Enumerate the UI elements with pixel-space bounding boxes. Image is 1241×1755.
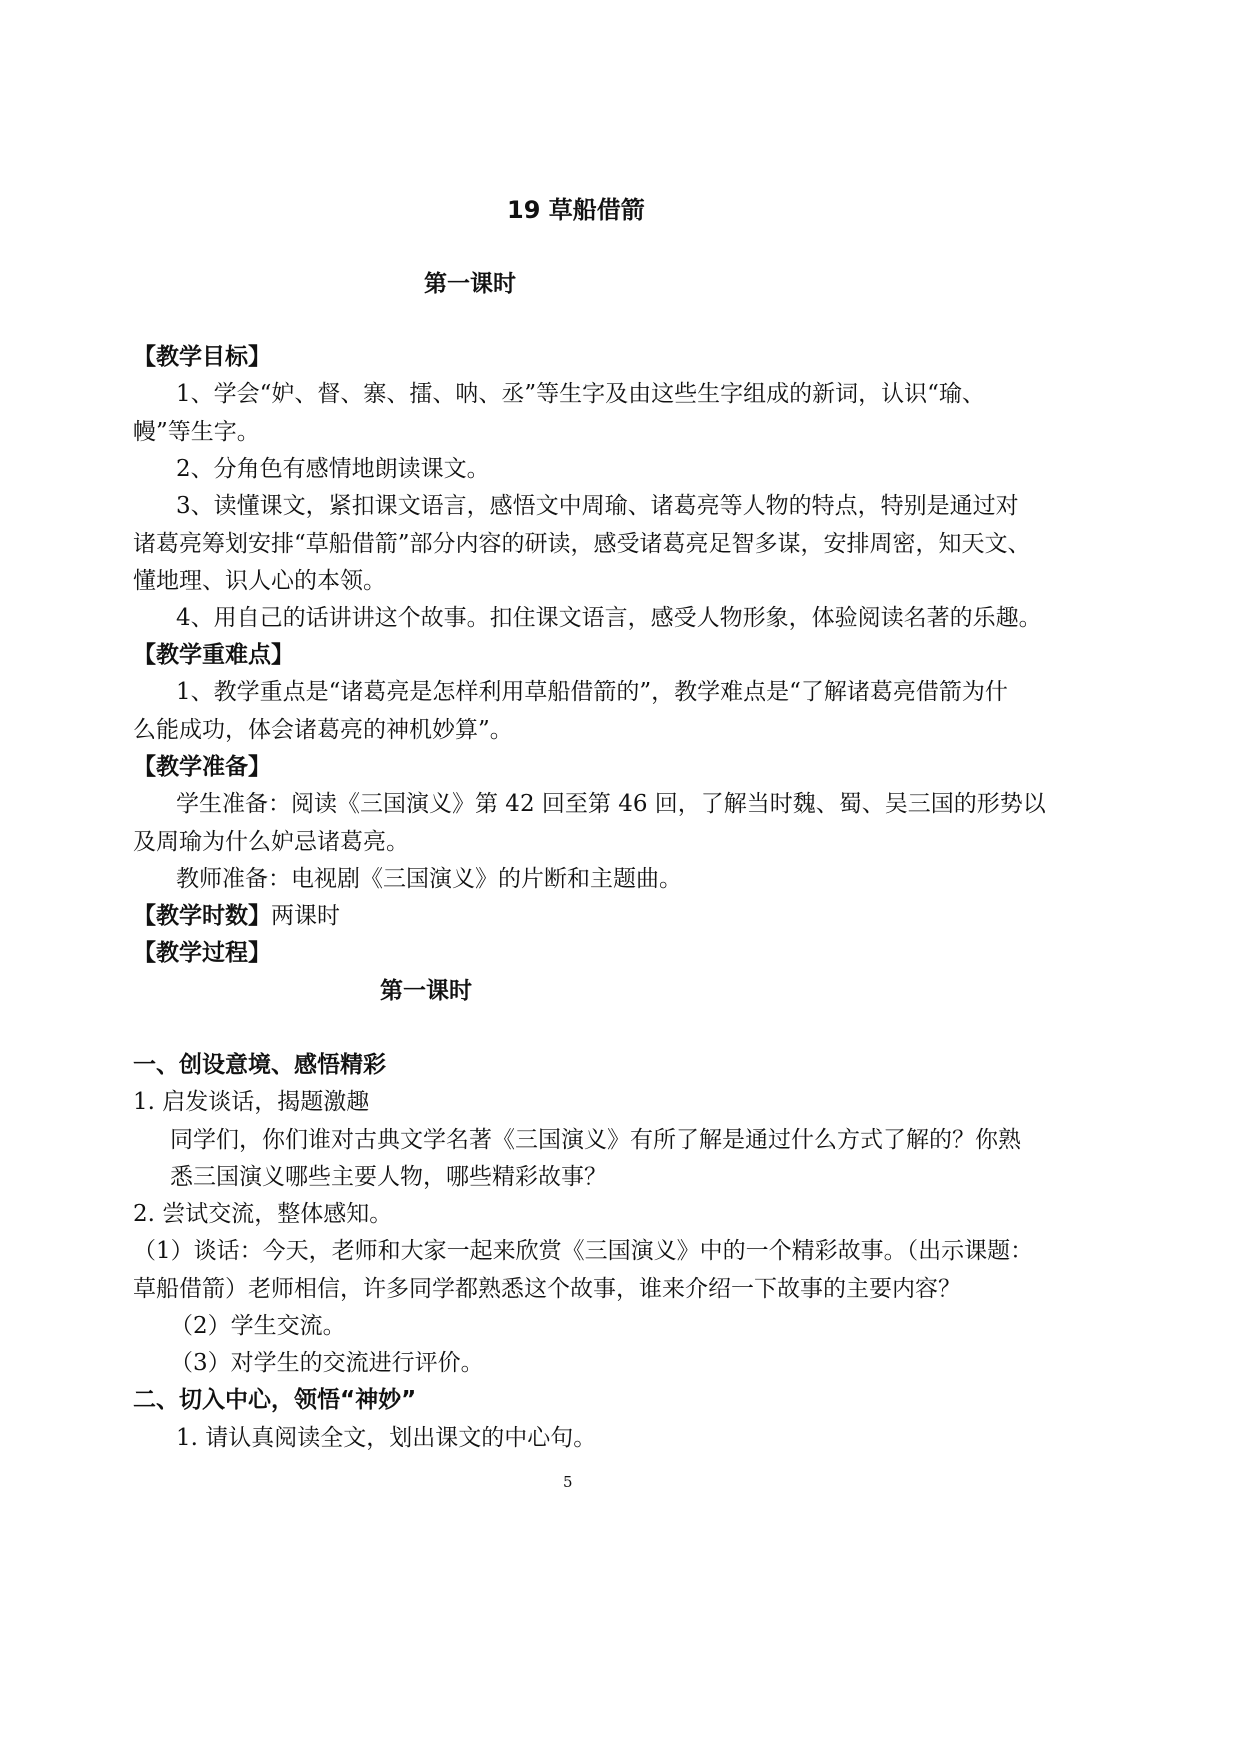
- keypoints-line-2: 么能成功，体会诸葛亮的神机妙算”。: [133, 717, 513, 743]
- hours-heading: 【教学时数】: [133, 903, 271, 929]
- hours-line: [133, 901, 340, 931]
- teacher-prep: 教师准备：电视剧《三国演义》的片断和主题曲。: [176, 866, 682, 892]
- goal-1-line-1: 1、学会“妒、督、寨、擂、呐、丞”等生字及由这些生字组成的新词，认识“瑜、: [176, 381, 985, 407]
- goal-4: 4、用自己的话讲讲这个故事。扣住课文语言，感受人物形象，体验阅读名著的乐趣。: [176, 605, 1042, 631]
- prep-heading: 【教学准备】: [133, 754, 271, 780]
- lesson-heading: 第一课时: [424, 271, 516, 297]
- section-1-item-1: 1. 启发谈话，揭题激趣: [133, 1089, 370, 1115]
- section-1-item-1-text-1: 同学们，你们谁对古典文学名著《三国演义》有所了解是通过什么方式了解的？你熟: [170, 1127, 1021, 1153]
- section-1-item-1-text-2: 悉三国演义哪些主要人物，哪些精彩故事？: [170, 1164, 607, 1190]
- section-1-heading: 一、创设意境、感悟精彩: [133, 1052, 386, 1078]
- section-1-item-2: 2. 尝试交流，整体感知。: [133, 1201, 393, 1227]
- process-lesson-heading: 第一课时: [380, 978, 472, 1004]
- goals-heading: 【教学目标】: [133, 344, 271, 370]
- student-prep-line-2: 及周瑜为什么妒忌诸葛亮。: [133, 829, 409, 855]
- student-prep-line-1: 学生准备：阅读《三国演义》第 42 回至第 46 回，了解当时魏、蜀、吴三国的形势以: [176, 791, 1046, 817]
- section-1-item-2-3: （3）对学生的交流进行评价。: [170, 1350, 484, 1376]
- page-number: 5: [563, 1473, 573, 1491]
- section-1-item-2-1-line-1: （1）谈话：今天，老师和大家一起来欣赏《三国演义》中的一个精彩故事。（出示课题：: [133, 1238, 1034, 1264]
- keypoints-line-1: 1、教学重点是“诸葛亮是怎样利用草船借箭的”，教学难点是“了解诸葛亮借箭为什: [176, 679, 1008, 705]
- goal-1-line-2: 幔”等生字。: [133, 419, 260, 445]
- section-2-item-1: 1. 请认真阅读全文，划出课文的中心句。: [176, 1425, 597, 1451]
- section-1-item-2-1-line-2: 草船借箭）老师相信，许多同学都熟悉这个故事，谁来介绍一下故事的主要内容？: [133, 1276, 961, 1302]
- section-2-heading: 二、切入中心，领悟“神妙”: [133, 1387, 417, 1413]
- goal-2: 2、分角色有感情地朗读课文。: [176, 456, 490, 482]
- hours-value: 两课时: [271, 903, 340, 929]
- process-heading: 【教学过程】: [133, 940, 271, 966]
- goal-3-line-3: 懂地理、识人心的本领。: [133, 568, 386, 594]
- lesson-title: 19 草船借箭: [507, 196, 645, 224]
- goal-3-line-2: 诸葛亮筹划安排“草船借箭”部分内容的研读，感受诸葛亮足智多谋，安排周密，知天文、: [133, 531, 1031, 557]
- keypoints-heading: 【教学重难点】: [133, 642, 294, 668]
- section-1-item-2-2: （2）学生交流。: [170, 1313, 346, 1339]
- goal-3-line-1: 3、读懂课文，紧扣课文语言，感悟文中周瑜、诸葛亮等人物的特点，特别是通过对: [176, 493, 1019, 519]
